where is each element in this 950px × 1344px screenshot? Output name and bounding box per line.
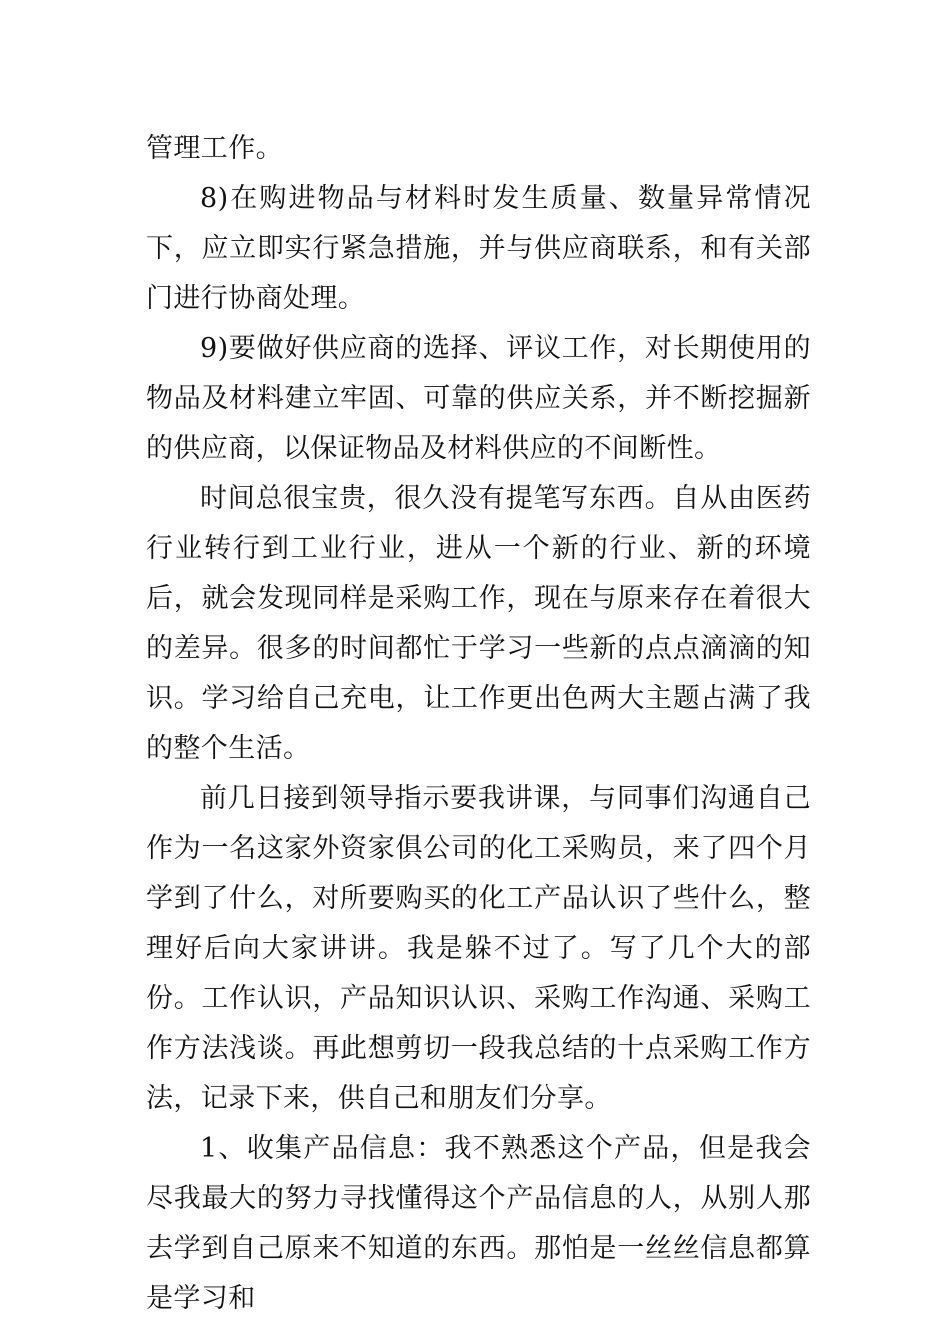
paragraph-reflection: 时间总很宝贵，很久没有提笔写东西。自从由医药行业转行到工业行业，进从一个新的行业、新的环境后，就会发现同样是采购工作，现在与原来存在着很大的差异。很多的时间都忙于学习一些新的点点滴滴的知识。学习给自己充电，让工作更出色两大主题占满了我的整个生活。 bbox=[146, 483, 811, 764]
paragraph-item-8: 8)在购进物品与材料时发生质量、数量异常情况下，应立即实行紧急措施，并与供应商联系，和有关部门进行协商处理。 bbox=[146, 183, 811, 314]
paragraph-method-1: 1、收集产品信息：我不熟悉这个产品，但是我会尽我最大的努力寻找懂得这个产品信息的人，从别人那去学到自己原来不知道的东西。那怕是一丝丝信息都算是学习和 bbox=[146, 1133, 811, 1314]
paragraph-item-9: 9)要做好供应商的选择、评议工作，对长期使用的物品及材料建立牢固、可靠的供应关系，并不断挖掘新的供应商，以保证物品及材料供应的不间断性。 bbox=[146, 333, 811, 464]
paragraph-continuation: 管理工作。 bbox=[146, 133, 283, 164]
document-body bbox=[146, 124, 811, 1324]
paragraph-lecture: 前几日接到领导指示要我讲课，与同事们沟通自己作为一名这家外资家俱公司的化工采购员，来了四个月学到了什么，对所要购买的化工产品认识了些什么，整理好后向大家讲讲。我是躲不过了。写了几个大的部份。工作认识，产品知识认识、采购工作沟通、采购工作方法浅谈。再此想剪切一段我总结的十点采购工作方法，记录下来，供自己和朋友们分享。 bbox=[146, 783, 811, 1114]
